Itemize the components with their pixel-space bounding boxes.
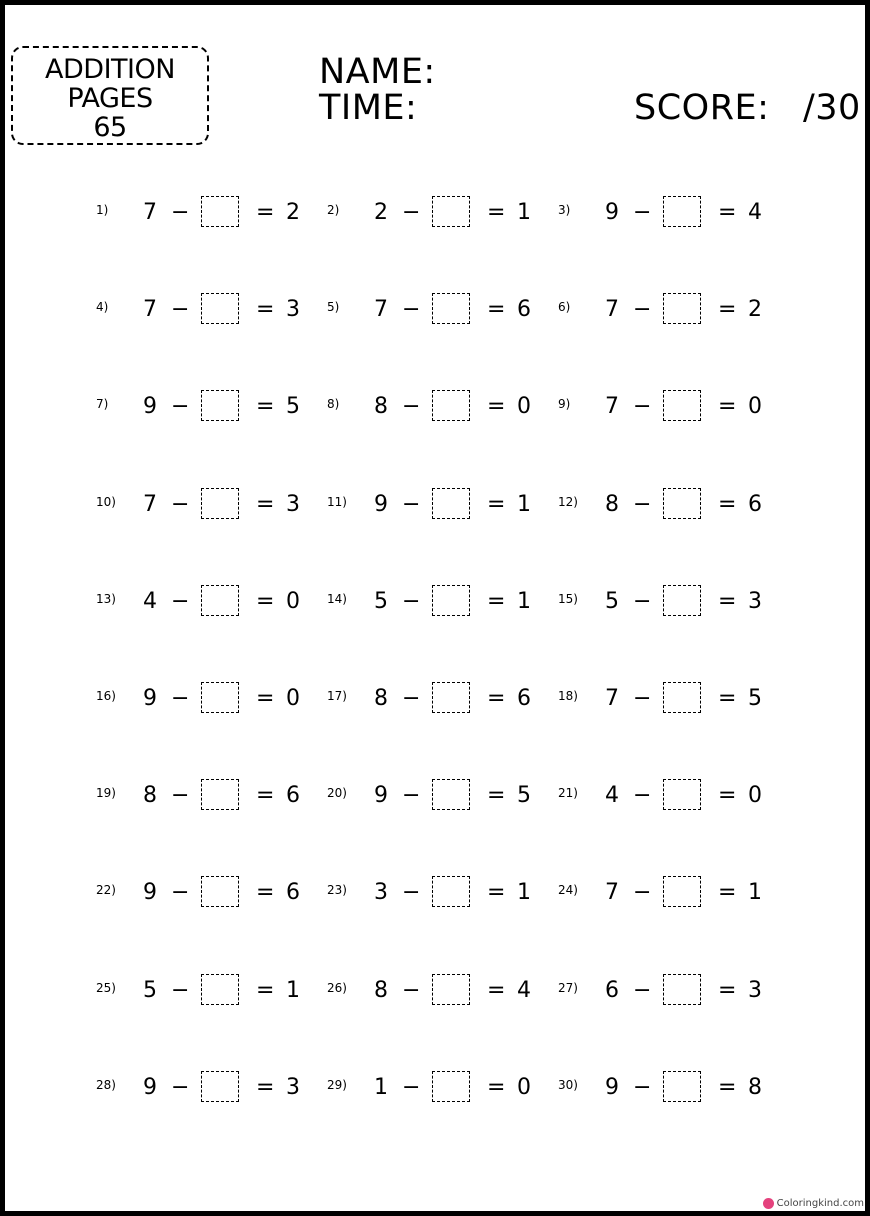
problem-item bbox=[96, 291, 326, 331]
problem-item bbox=[96, 874, 326, 914]
problem-number: 17) bbox=[327, 689, 347, 703]
answer-blank[interactable] bbox=[432, 974, 470, 1005]
equals-sign: = bbox=[718, 491, 737, 517]
minuend: 8 bbox=[374, 394, 388, 420]
minuend: 9 bbox=[374, 491, 388, 517]
minus-sign: − bbox=[633, 394, 652, 420]
minus-sign: − bbox=[402, 491, 421, 517]
problem-item bbox=[96, 1069, 326, 1109]
problem-number: 2) bbox=[327, 203, 340, 217]
minuend: 7 bbox=[143, 297, 157, 323]
problem-number: 12) bbox=[558, 494, 578, 509]
difference: 3 bbox=[286, 1074, 300, 1100]
equals-sign: = bbox=[487, 394, 506, 420]
equals-sign: = bbox=[718, 783, 737, 809]
problem-number: 21) bbox=[558, 786, 578, 801]
problem-number: 18) bbox=[558, 689, 578, 703]
difference: 8 bbox=[748, 1074, 762, 1100]
problem-item bbox=[327, 486, 557, 526]
answer-blank[interactable] bbox=[432, 293, 470, 324]
difference: 4 bbox=[517, 977, 531, 1003]
difference: 3 bbox=[286, 297, 300, 323]
problem-number: 30) bbox=[558, 1077, 578, 1092]
equals-sign: = bbox=[256, 297, 275, 323]
difference: 4 bbox=[748, 200, 762, 225]
problem-number: 23) bbox=[327, 883, 347, 898]
answer-blank[interactable] bbox=[432, 585, 470, 616]
answer-blank[interactable] bbox=[663, 779, 701, 810]
minus-sign: − bbox=[171, 394, 190, 420]
minuend: 4 bbox=[605, 783, 619, 809]
answer-blank[interactable] bbox=[201, 779, 239, 810]
minuend: 5 bbox=[374, 588, 388, 614]
minus-sign: − bbox=[171, 880, 190, 906]
equals-sign: = bbox=[487, 491, 506, 517]
answer-blank[interactable] bbox=[432, 196, 470, 227]
equals-sign: = bbox=[487, 880, 506, 906]
equals-sign: = bbox=[487, 1074, 506, 1100]
difference: 2 bbox=[286, 200, 300, 225]
answer-blank[interactable] bbox=[201, 196, 239, 227]
minuend: 8 bbox=[605, 491, 619, 517]
minus-sign: − bbox=[633, 1074, 652, 1100]
problem-item bbox=[96, 388, 326, 428]
minuend: 7 bbox=[143, 491, 157, 517]
equals-sign: = bbox=[256, 686, 275, 711]
minuend: 7 bbox=[605, 297, 619, 323]
minus-sign: − bbox=[171, 200, 190, 225]
answer-blank[interactable] bbox=[663, 682, 701, 713]
answer-blank[interactable] bbox=[201, 682, 239, 713]
difference: 1 bbox=[517, 588, 531, 614]
difference: 1 bbox=[517, 200, 531, 225]
minuend: 8 bbox=[374, 977, 388, 1003]
score-total: /30 bbox=[803, 88, 861, 128]
equals-sign: = bbox=[718, 394, 737, 420]
minuend: 9 bbox=[605, 1074, 619, 1100]
heart-logo-icon bbox=[763, 1198, 774, 1209]
minus-sign: − bbox=[171, 1074, 190, 1100]
answer-blank[interactable] bbox=[663, 293, 701, 324]
name-label: NAME: bbox=[319, 52, 436, 92]
problem-item bbox=[327, 777, 557, 817]
difference: 2 bbox=[748, 297, 762, 323]
minus-sign: − bbox=[171, 783, 190, 809]
minus-sign: − bbox=[633, 491, 652, 517]
minuend: 4 bbox=[143, 588, 157, 614]
problem-item bbox=[327, 194, 557, 234]
minuend: 9 bbox=[143, 686, 157, 711]
difference: 1 bbox=[286, 977, 300, 1003]
problem-number: 10) bbox=[96, 494, 116, 509]
equals-sign: = bbox=[718, 588, 737, 614]
minuend: 8 bbox=[143, 783, 157, 809]
problem-number: 22) bbox=[96, 883, 116, 898]
minuend: 3 bbox=[374, 880, 388, 906]
answer-blank[interactable] bbox=[663, 196, 701, 227]
minus-sign: − bbox=[171, 588, 190, 614]
minuend: 5 bbox=[605, 588, 619, 614]
minus-sign: − bbox=[633, 977, 652, 1003]
title-line-2: PAGES bbox=[67, 83, 153, 114]
minuend: 6 bbox=[605, 977, 619, 1003]
score-label: SCORE: bbox=[634, 88, 770, 128]
problem-item bbox=[558, 486, 788, 526]
watermark-text: Coloringkind.com bbox=[776, 1198, 864, 1209]
problem-number: 7) bbox=[96, 397, 109, 412]
difference: 6 bbox=[748, 491, 762, 517]
equals-sign: = bbox=[487, 686, 506, 711]
minus-sign: − bbox=[633, 200, 652, 225]
problem-item bbox=[96, 486, 326, 526]
answer-blank[interactable] bbox=[201, 488, 239, 519]
problem-item bbox=[96, 777, 326, 817]
problem-item bbox=[558, 194, 788, 234]
equals-sign: = bbox=[487, 200, 506, 225]
difference: 1 bbox=[748, 880, 762, 906]
problem-number: 8) bbox=[327, 397, 340, 412]
minuend: 5 bbox=[143, 977, 157, 1003]
difference: 5 bbox=[748, 686, 762, 711]
minus-sign: − bbox=[402, 880, 421, 906]
answer-blank[interactable] bbox=[663, 585, 701, 616]
difference: 5 bbox=[286, 394, 300, 420]
equals-sign: = bbox=[718, 880, 737, 906]
difference: 1 bbox=[517, 880, 531, 906]
minuend: 7 bbox=[605, 880, 619, 906]
problem-item bbox=[96, 972, 326, 1012]
minus-sign: − bbox=[402, 588, 421, 614]
problem-item bbox=[558, 291, 788, 331]
equals-sign: = bbox=[256, 783, 275, 809]
problem-number: 24) bbox=[558, 883, 578, 898]
equals-sign: = bbox=[256, 880, 275, 906]
difference: 6 bbox=[286, 783, 300, 809]
minuend: 7 bbox=[143, 200, 157, 225]
answer-blank[interactable] bbox=[201, 974, 239, 1005]
problem-number: 20) bbox=[327, 786, 347, 801]
difference: 0 bbox=[748, 394, 762, 420]
difference: 0 bbox=[517, 394, 531, 420]
minus-sign: − bbox=[633, 783, 652, 809]
minus-sign: − bbox=[402, 1074, 421, 1100]
equals-sign: = bbox=[718, 686, 737, 711]
difference: 0 bbox=[517, 1074, 531, 1100]
answer-blank[interactable] bbox=[201, 585, 239, 616]
problem-item bbox=[558, 972, 788, 1012]
difference: 6 bbox=[517, 297, 531, 323]
minuend: 9 bbox=[374, 783, 388, 809]
problem-number: 29) bbox=[327, 1077, 347, 1092]
minuend: 9 bbox=[605, 200, 619, 225]
minuend: 7 bbox=[605, 394, 619, 420]
difference: 1 bbox=[517, 491, 531, 517]
problem-number: 1) bbox=[96, 203, 109, 217]
equals-sign: = bbox=[487, 783, 506, 809]
difference: 6 bbox=[286, 880, 300, 906]
problem-number: 14) bbox=[327, 591, 347, 606]
problem-number: 4) bbox=[96, 300, 109, 315]
minus-sign: − bbox=[633, 588, 652, 614]
equals-sign: = bbox=[718, 1074, 737, 1100]
problem-item bbox=[558, 680, 788, 720]
difference: 3 bbox=[748, 977, 762, 1003]
answer-blank[interactable] bbox=[432, 1071, 470, 1102]
difference: 3 bbox=[748, 588, 762, 614]
problem-number: 19) bbox=[96, 786, 116, 801]
problem-item bbox=[96, 194, 326, 234]
answer-blank[interactable] bbox=[432, 682, 470, 713]
answer-blank[interactable] bbox=[663, 1071, 701, 1102]
equals-sign: = bbox=[256, 200, 275, 225]
problem-item bbox=[327, 874, 557, 914]
equals-sign: = bbox=[487, 297, 506, 323]
problem-item bbox=[558, 583, 788, 623]
problem-item bbox=[558, 777, 788, 817]
problem-item bbox=[327, 291, 557, 331]
equals-sign: = bbox=[718, 977, 737, 1003]
problem-item bbox=[558, 388, 788, 428]
minus-sign: − bbox=[171, 686, 190, 711]
minuend: 2 bbox=[374, 200, 388, 225]
equals-sign: = bbox=[256, 491, 275, 517]
difference: 5 bbox=[517, 783, 531, 809]
answer-blank[interactable] bbox=[432, 779, 470, 810]
answer-blank[interactable] bbox=[663, 876, 701, 907]
problem-number: 3) bbox=[558, 203, 571, 217]
equals-sign: = bbox=[256, 394, 275, 420]
problem-item bbox=[327, 1069, 557, 1109]
problem-number: 28) bbox=[96, 1077, 116, 1092]
title-line-3: 65 bbox=[93, 112, 127, 143]
answer-blank[interactable] bbox=[432, 390, 470, 421]
answer-blank[interactable] bbox=[201, 1071, 239, 1102]
answer-blank[interactable] bbox=[663, 390, 701, 421]
answer-blank[interactable] bbox=[432, 876, 470, 907]
problem-number: 11) bbox=[327, 494, 347, 509]
minus-sign: − bbox=[171, 491, 190, 517]
minus-sign: − bbox=[402, 297, 421, 323]
equals-sign: = bbox=[256, 588, 275, 614]
minuend: 7 bbox=[605, 686, 619, 711]
equals-sign: = bbox=[718, 200, 737, 225]
minuend: 8 bbox=[374, 686, 388, 711]
problem-number: 16) bbox=[96, 689, 116, 703]
equals-sign: = bbox=[256, 1074, 275, 1100]
minuend: 9 bbox=[143, 880, 157, 906]
problem-number: 27) bbox=[558, 980, 578, 995]
problem-item bbox=[327, 680, 557, 720]
problem-number: 26) bbox=[327, 980, 347, 995]
minuend: 9 bbox=[143, 394, 157, 420]
watermark bbox=[763, 1198, 864, 1209]
equals-sign: = bbox=[718, 297, 737, 323]
minuend: 7 bbox=[374, 297, 388, 323]
difference: 3 bbox=[286, 491, 300, 517]
minus-sign: − bbox=[171, 297, 190, 323]
problem-item bbox=[327, 388, 557, 428]
answer-blank[interactable] bbox=[663, 488, 701, 519]
problem-item bbox=[327, 583, 557, 623]
answer-blank[interactable] bbox=[201, 293, 239, 324]
answer-blank[interactable] bbox=[201, 390, 239, 421]
equals-sign: = bbox=[487, 588, 506, 614]
time-label: TIME: bbox=[319, 88, 418, 128]
minus-sign: − bbox=[633, 880, 652, 906]
problem-number: 25) bbox=[96, 980, 116, 995]
minus-sign: − bbox=[402, 977, 421, 1003]
problem-number: 5) bbox=[327, 300, 340, 315]
problem-number: 13) bbox=[96, 591, 116, 606]
minus-sign: − bbox=[402, 394, 421, 420]
minus-sign: − bbox=[402, 783, 421, 809]
difference: 6 bbox=[517, 686, 531, 711]
minus-sign: − bbox=[402, 686, 421, 711]
problem-item bbox=[96, 680, 326, 720]
problem-item bbox=[558, 1069, 788, 1109]
difference: 0 bbox=[748, 783, 762, 809]
problem-item bbox=[558, 874, 788, 914]
minuend: 1 bbox=[374, 1074, 388, 1100]
problem-item bbox=[96, 583, 326, 623]
minus-sign: − bbox=[171, 977, 190, 1003]
minuend: 9 bbox=[143, 1074, 157, 1100]
answer-blank[interactable] bbox=[201, 876, 239, 907]
problem-number: 6) bbox=[558, 300, 571, 315]
answer-blank[interactable] bbox=[432, 488, 470, 519]
title-line-1: ADDITION bbox=[45, 54, 175, 85]
minus-sign: − bbox=[402, 200, 421, 225]
problem-number: 9) bbox=[558, 397, 571, 412]
difference: 0 bbox=[286, 686, 300, 711]
answer-blank[interactable] bbox=[663, 974, 701, 1005]
equals-sign: = bbox=[487, 977, 506, 1003]
problem-number: 15) bbox=[558, 591, 578, 606]
difference: 0 bbox=[286, 588, 300, 614]
minus-sign: − bbox=[633, 297, 652, 323]
equals-sign: = bbox=[256, 977, 275, 1003]
minus-sign: − bbox=[633, 686, 652, 711]
problem-item bbox=[327, 972, 557, 1012]
